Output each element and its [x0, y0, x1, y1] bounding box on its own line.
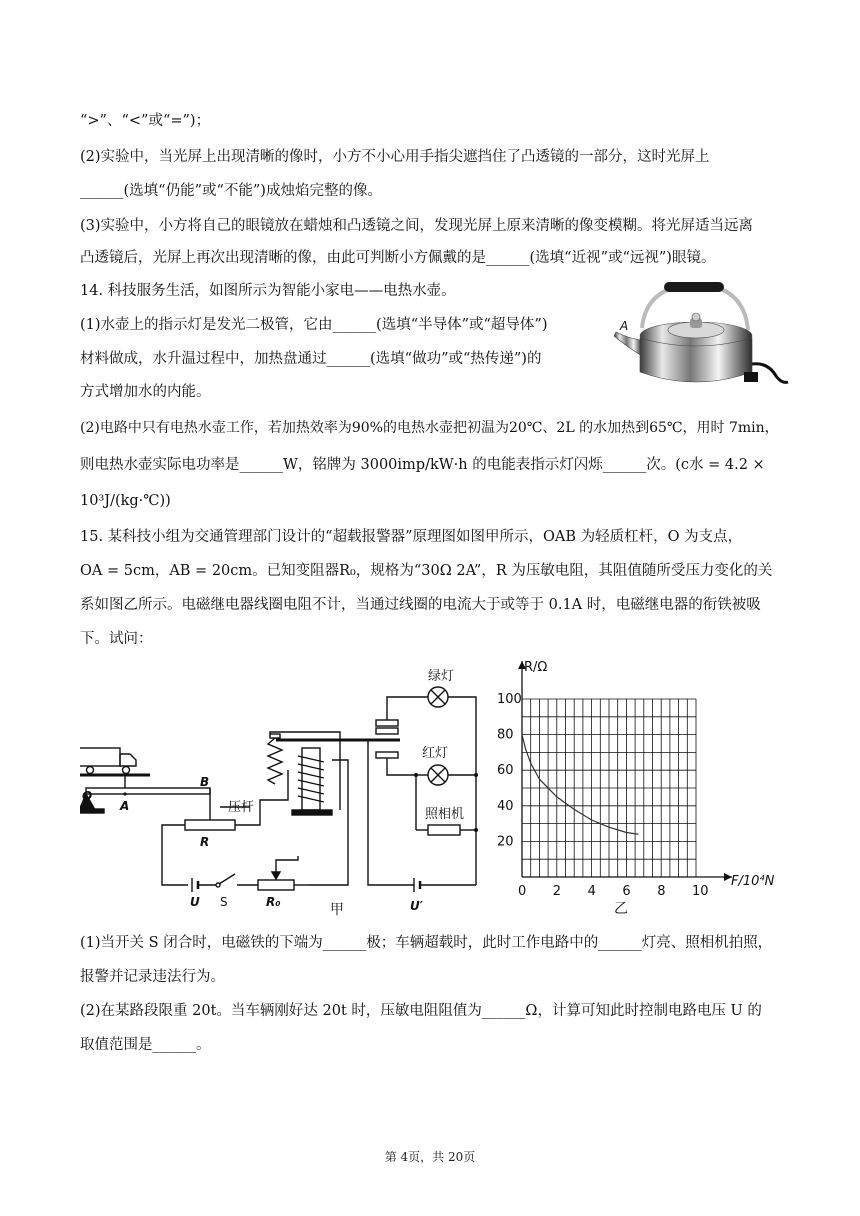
text-line-15: 系如图乙所示。电磁继电器线圈电阻不计，当通过线圈的电流大于或等于 0.1A 时，电磁继电器的衔铁被吸	[80, 597, 761, 613]
spring	[268, 738, 282, 784]
text-line-12: 10³J/(kg·℃))	[80, 493, 171, 509]
label-u: U	[190, 895, 200, 909]
truck-cargo	[80, 748, 120, 766]
y-tick-label: 60	[497, 763, 514, 779]
text-line-1: “>”、“<”或“=”)；	[80, 113, 211, 129]
upper-contact-bottom	[376, 728, 398, 734]
x-tick-label: 0	[518, 884, 527, 899]
label-u-prime: U′	[410, 899, 423, 913]
text-line-11: 则电热水壶实际电功率是______W，铭牌为 3000imp/kW·h 的电能表指示灯闪烁______次。(c水 = 4.2 ×	[80, 457, 765, 473]
green-lamp-cross	[431, 690, 445, 704]
lower-contact-wire	[387, 758, 416, 830]
truck-cab	[120, 754, 136, 766]
text-line-3: ______(选填“仍能”或“不能”)成烛焰完整的像。	[80, 183, 382, 199]
lever-bar	[86, 788, 210, 794]
chart-caption-yi: 乙	[614, 901, 628, 917]
chart-xlabel: F/10⁴N	[731, 874, 775, 889]
text-line-9: 方式增加水的内能。	[80, 384, 211, 400]
y-tick-label: 100	[497, 692, 522, 707]
x-tick-label: 8	[657, 884, 666, 899]
red-lamp-label: 红灯	[422, 746, 449, 761]
label-o: O	[82, 789, 93, 803]
junction-3	[474, 828, 478, 832]
junction-4	[123, 792, 126, 795]
pressure-resistor-r	[185, 820, 235, 830]
truck-wheel-rear	[123, 767, 130, 774]
resistance-force-chart	[488, 655, 788, 925]
text-line-6: 14. 科技服务生活，如图所示为智能小家电——电热水壶。	[80, 283, 456, 299]
truck-wheel-front	[87, 767, 94, 774]
text-line-14: OA = 5cm，AB = 20cm。已知变阻器R₀，规格为“30Ω 2A”，R 为压敏电阻，其阻值随所受压力变化的关	[80, 563, 773, 579]
label-s: S	[220, 895, 228, 909]
text-line-18: 报警并记录违法行为。	[80, 969, 225, 985]
red-lamp-cross	[431, 768, 445, 782]
lever-label: 压杆	[228, 800, 255, 815]
junction-2	[474, 773, 478, 777]
x-tick-label: 4	[587, 884, 596, 899]
chart-ylabel: R/Ω	[524, 660, 548, 675]
label-r0: R₀	[266, 895, 281, 909]
junction-1	[414, 773, 418, 777]
camera	[428, 825, 460, 835]
kettle-illustration	[606, 280, 790, 398]
x-tick-label: 6	[622, 884, 631, 899]
work-wire-left	[368, 740, 414, 885]
switch-s-blade	[219, 874, 235, 884]
x-tick-label: 2	[552, 884, 562, 899]
rheostat-arrow	[272, 872, 280, 879]
text-line-5: 凸透镜后，光屏上再次出现清晰的像，由此可判断小方佩戴的是______(选填“近视”或“远视”)眼镜。	[80, 250, 716, 266]
page-footer: 第 4页，共 20页	[384, 1150, 476, 1164]
camera-label: 照相机	[425, 807, 465, 822]
spring-support	[270, 734, 280, 738]
text-line-17: (1)当开关 S 闭合时，电磁铁的下端为______极；车辆超载时，此时工作电路中的______灯亮、照相机拍照，	[80, 935, 773, 951]
text-line-13: 15. 某科技小组为交通管理部门设计的“超载报警器”原理图如图甲所示，OAB 为轻质杠杆，O 为支点，	[80, 529, 743, 545]
text-line-2: (2)实验中，当光屏上出现清晰的像时，小方不小心用手指尖遮挡住了凸透镜的一部分，这时光屏上	[80, 149, 710, 165]
text-line-20: 取值范围是______。	[80, 1037, 211, 1053]
text-line-10: (2)电路中只有电热水壶工作，若加热效率为90%的电热水壶把初温为20℃、2L 的水加热到65℃，用时 7min，	[80, 420, 779, 436]
rheostat-r0	[258, 880, 294, 890]
coil-wire-left	[235, 770, 288, 825]
x-tick-label: 10	[692, 884, 709, 899]
kettle-label-a: A	[620, 319, 629, 333]
circuit-diagram	[80, 660, 490, 920]
lower-contact	[376, 752, 398, 758]
pivot-base	[80, 809, 104, 813]
upper-contact-top	[376, 720, 398, 726]
diagram-caption-jia: 甲	[330, 902, 344, 918]
control-wire-left	[162, 825, 188, 885]
coil-base	[292, 810, 332, 815]
text-line-4: (3)实验中，小方将自己的眼镜放在蜡烛和凸透镜之间，发现光屏上原来清晰的像变模糊。将光屏适当远离	[80, 218, 754, 234]
text-line-7: (1)水壶上的指示灯是发光二极管，它由______(选填“半导体”或“超导体”)	[80, 317, 548, 333]
label-a: A	[120, 799, 130, 813]
text-line-19: (2)在某路段限重 20t。当车辆刚好达 20t 时，压敏电阻阻值为______Ω，计算可知此时控制电路电压 U 的	[80, 1003, 762, 1019]
green-lamp-wire-left	[387, 697, 428, 720]
y-tick-label: 40	[497, 798, 514, 814]
y-tick-label: 80	[497, 727, 514, 743]
text-line-16: 下。试问：	[80, 631, 153, 647]
label-r: R	[200, 835, 210, 849]
label-b: B	[200, 775, 210, 789]
text-line-8: 材料做成，水升温过程中，加热盘通过______(选填“做功”或“热传递”)的	[80, 351, 542, 367]
green-lamp-wire-right	[448, 697, 476, 885]
y-tick-label: 20	[497, 834, 514, 850]
green-lamp-label: 绿灯	[428, 669, 455, 684]
